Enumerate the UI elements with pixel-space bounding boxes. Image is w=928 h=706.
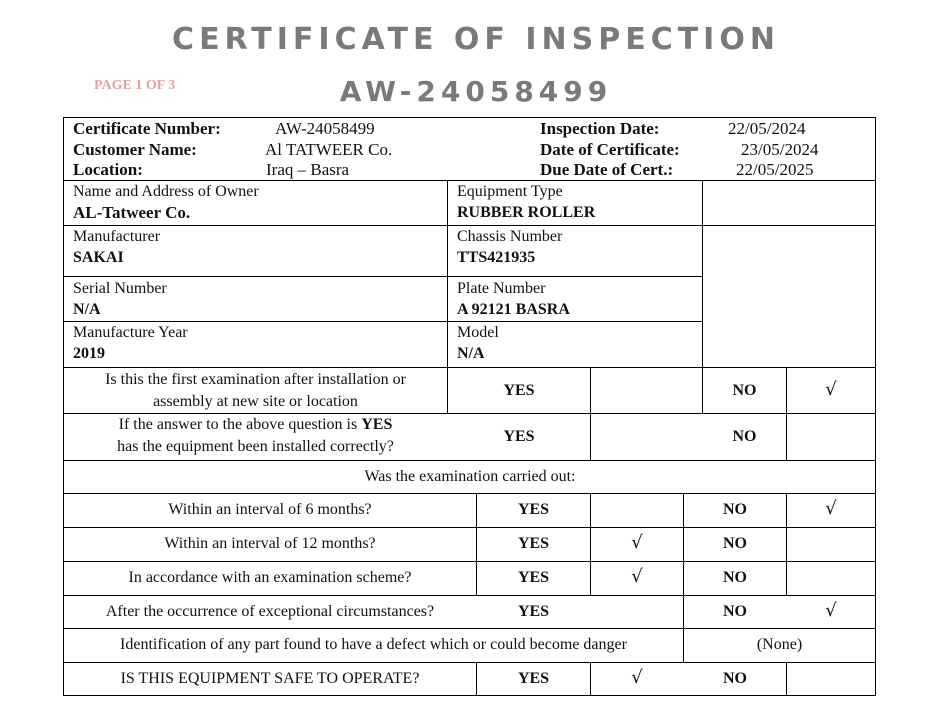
- safe-question: IS THIS EQUIPMENT SAFE TO OPERATE?: [120, 670, 420, 687]
- location-label: Location:: [73, 160, 143, 179]
- scheme-yes-label: YES: [517, 569, 550, 586]
- interval-12-no-label: NO: [723, 535, 747, 552]
- exceptional-no-check: √: [825, 600, 837, 621]
- serial-label: Serial Number: [73, 280, 167, 297]
- certificate-title: CERTIFICATE OF INSPECTION: [172, 22, 780, 57]
- interval-12-yes-check: √: [631, 532, 643, 553]
- inspection-date-value: 22/05/2024: [728, 119, 806, 138]
- exceptional-question: After the occurrence of exceptional circumstances?: [105, 603, 435, 620]
- interval-6-yes-label: YES: [517, 501, 550, 518]
- interval-12-yes-label: YES: [517, 535, 550, 552]
- plate-label: Plate Number: [457, 280, 546, 297]
- defect-question: Identification of any part found to have a defect which or could become danger: [120, 636, 627, 653]
- inspection-date-label: Inspection Date:: [540, 119, 660, 138]
- scheme-no-label: NO: [723, 569, 747, 586]
- year-value: 2019: [73, 345, 105, 362]
- customer-value: Al TATWEER Co.: [265, 140, 393, 159]
- due-date-label: Due Date of Cert.:: [540, 160, 674, 179]
- first-exam-question: Is this the first examination after installation or: [105, 371, 406, 388]
- cert-date-value: 23/05/2024: [741, 140, 819, 159]
- exceptional-yes-label: YES: [517, 603, 550, 620]
- safe-no-label: NO: [723, 670, 747, 687]
- equipment-type-value: RUBBER ROLLER: [457, 204, 596, 221]
- defect-value: (None): [756, 636, 803, 653]
- model-value: N/A: [457, 345, 485, 362]
- chassis-label: Chassis Number: [457, 228, 563, 245]
- first-exam-no-check: √: [825, 379, 837, 400]
- first-exam-yes-label: YES: [503, 382, 535, 399]
- chassis-value: TTS421935: [457, 249, 536, 266]
- first-exam-no-label: NO: [732, 382, 757, 399]
- manufacturer-value: SAKAI: [73, 249, 124, 266]
- customer-label: Customer Name:: [73, 140, 197, 159]
- installed-question-cont: has the equipment been installed correctly?: [117, 438, 394, 455]
- serial-value: N/A: [73, 301, 101, 318]
- exceptional-no-label: NO: [723, 603, 747, 620]
- cert-number-label: Certificate Number:: [73, 119, 221, 138]
- installed-question: If the answer to the above question is YES: [118, 416, 393, 433]
- scheme-yes-check: √: [631, 566, 643, 587]
- location-value: Iraq – Basra: [266, 160, 350, 179]
- model-label: Model: [457, 324, 499, 341]
- safe-yes-label: YES: [517, 670, 550, 687]
- page-label: PAGE 1 OF 3: [94, 78, 176, 93]
- interval-6-no-label: NO: [723, 501, 747, 518]
- installed-yes-label: YES: [503, 428, 535, 445]
- cert-number-value: AW-24058499: [275, 119, 375, 138]
- due-date-value: 22/05/2025: [736, 160, 814, 179]
- interval-6-question: Within an interval of 6 months?: [168, 501, 372, 518]
- interval-12-question: Within an interval of 12 months?: [164, 535, 376, 552]
- plate-value: A 92121 BASRA: [457, 301, 570, 318]
- manufacturer-label: Manufacturer: [73, 228, 161, 245]
- interval-6-no-check: √: [825, 498, 837, 519]
- certificate-id-title: AW-24058499: [339, 75, 613, 108]
- equipment-type-label: Equipment Type: [457, 183, 563, 200]
- cert-date-label: Date of Certificate:: [540, 140, 680, 159]
- owner-value: AL-Tatweer Co.: [73, 203, 191, 222]
- safe-yes-check: √: [631, 667, 643, 688]
- carried-out-heading: Was the examination carried out:: [364, 468, 576, 485]
- first-exam-question-cont: assembly at new site or location: [153, 393, 358, 410]
- installed-no-label: NO: [732, 428, 757, 445]
- year-label: Manufacture Year: [73, 324, 188, 341]
- owner-label: Name and Address of Owner: [73, 183, 259, 200]
- scheme-question: In accordance with an examination scheme?: [128, 569, 412, 586]
